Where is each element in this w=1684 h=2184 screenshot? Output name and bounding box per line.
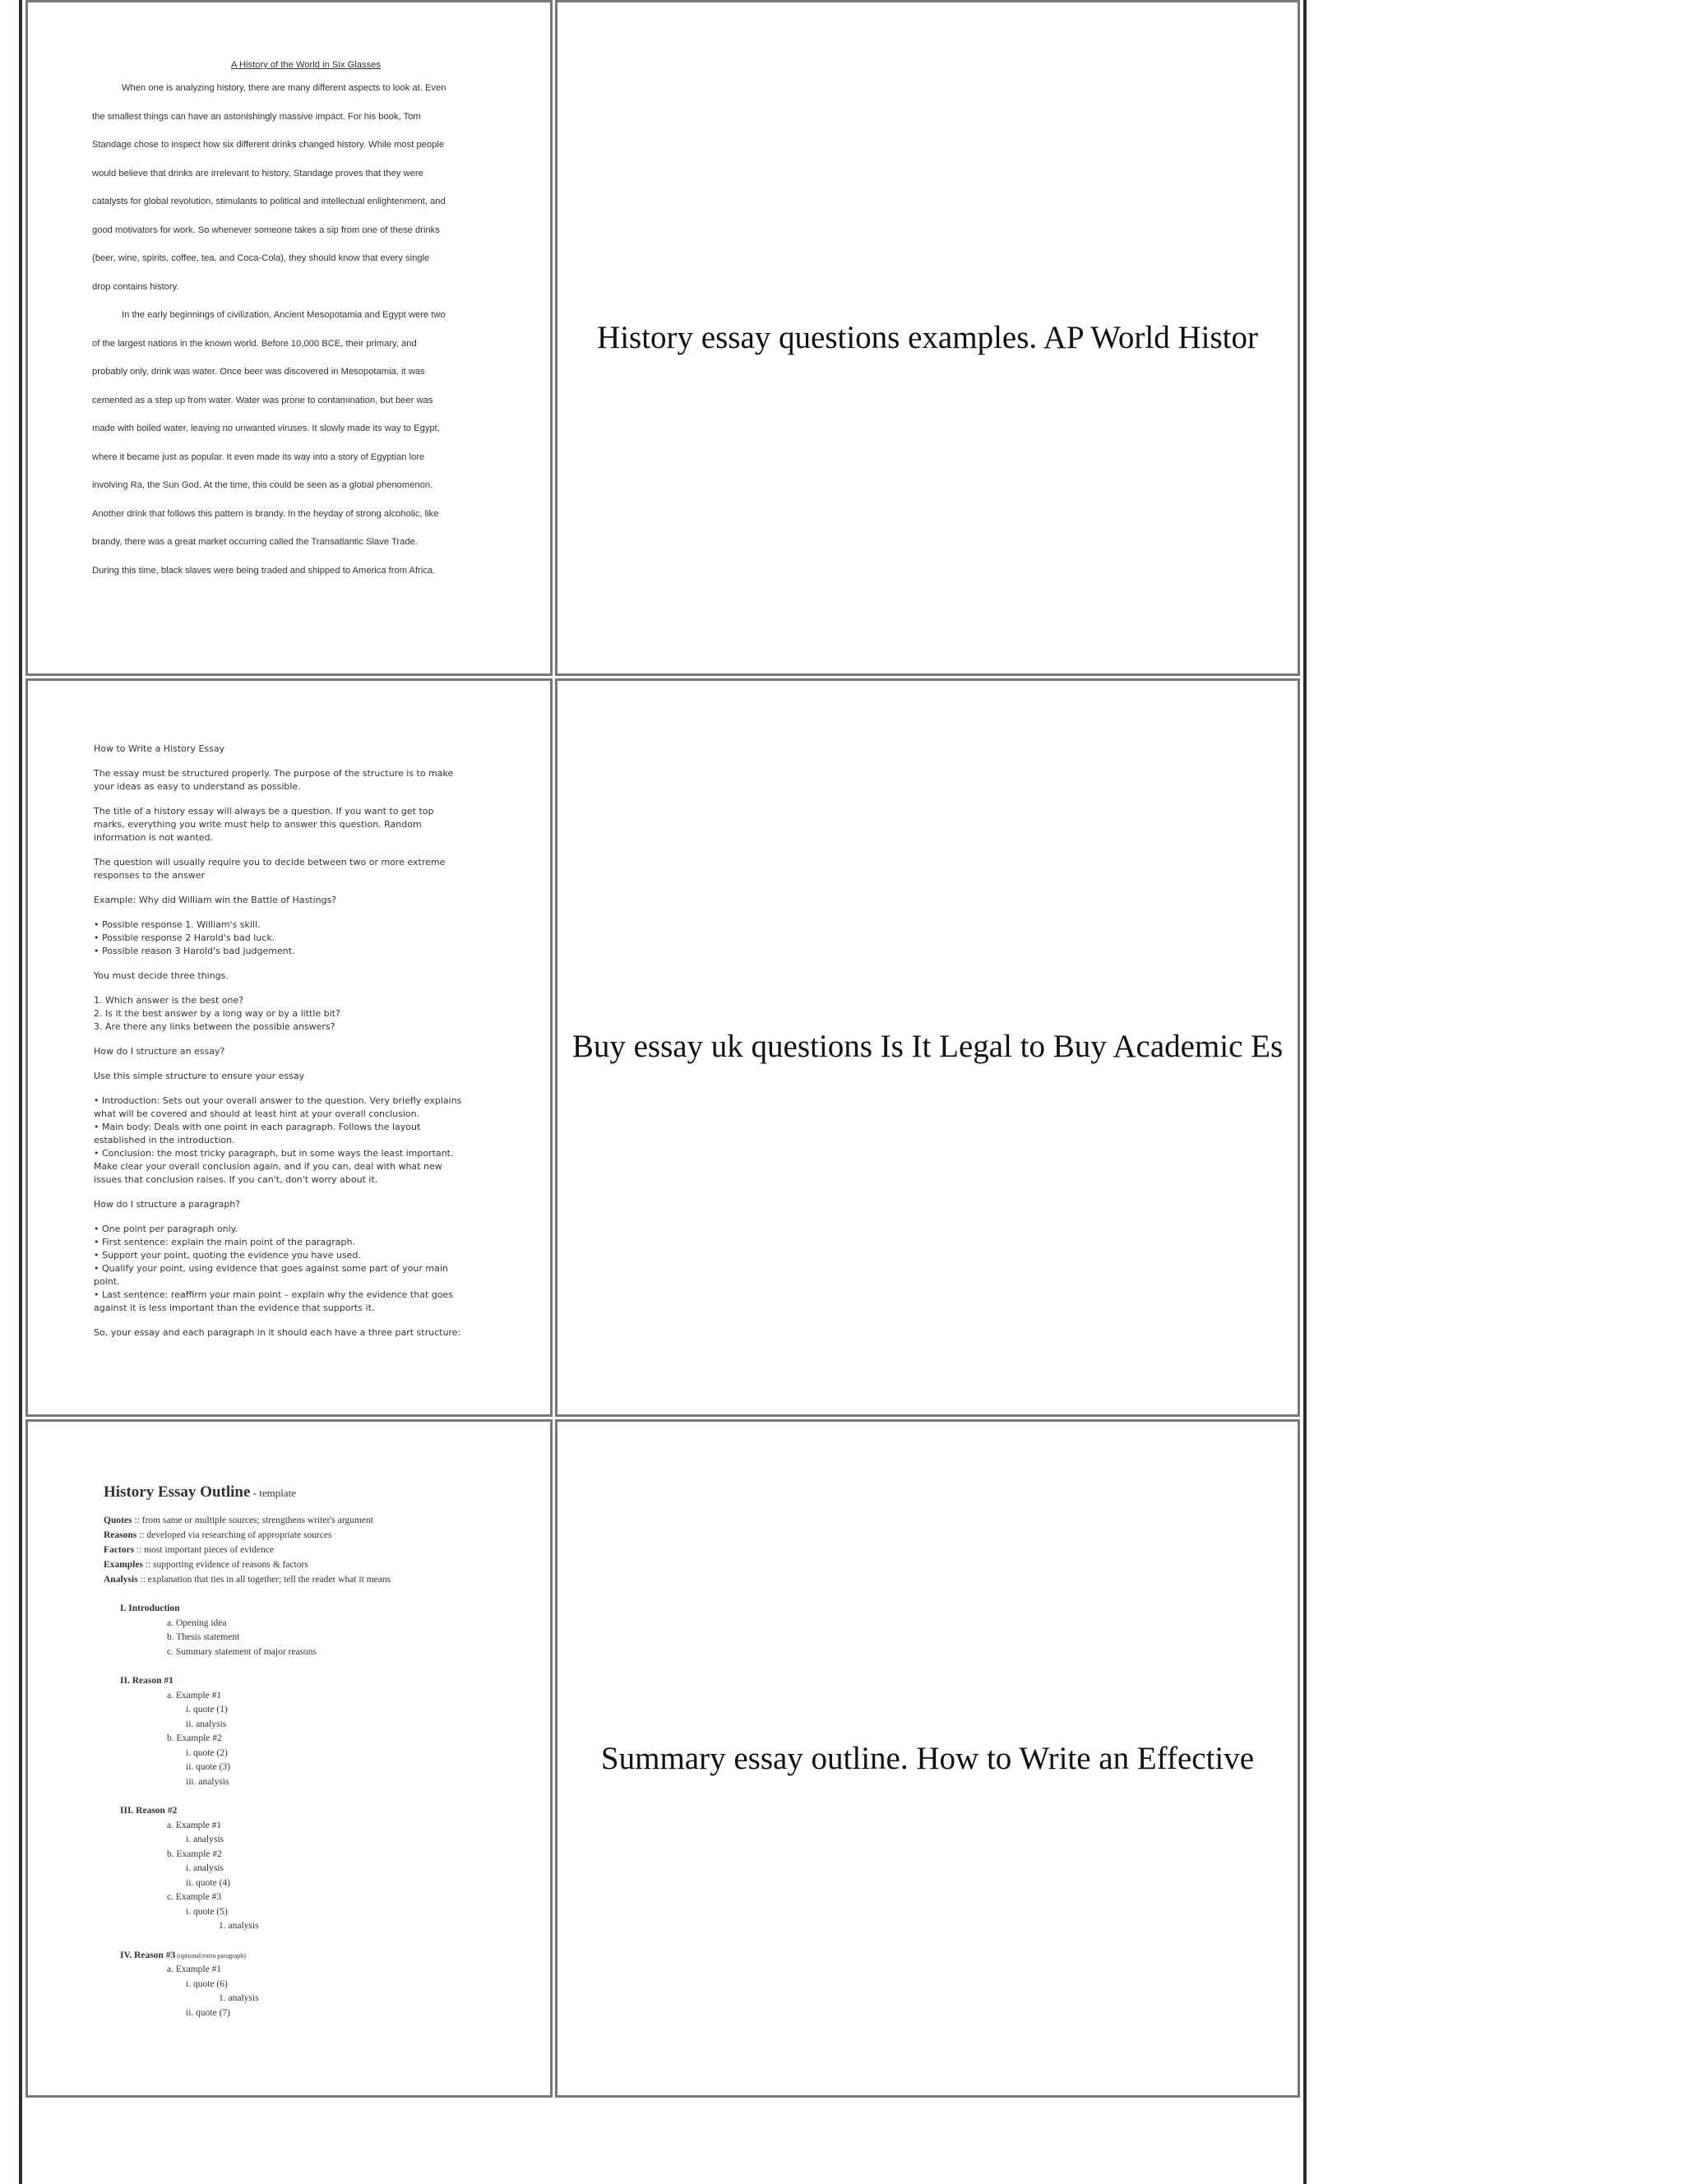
caption-text[interactable]: History essay questions examples. AP World Histor bbox=[597, 320, 1258, 355]
text-line: the smallest things can have an astonishingly massive impact. For his book, Tom bbox=[92, 111, 421, 122]
definition-row: Reasons :: developed via researching of appropriate sources bbox=[104, 1530, 332, 1540]
text-line: good motivators for work. So whenever someone takes a sip from one of these drinks bbox=[92, 224, 440, 235]
text-line: When one is analyzing history, there are many different aspects to look at. Even bbox=[122, 83, 446, 93]
outline-item: ii. quote (7) bbox=[186, 2007, 230, 2018]
essay-thumbnail-how-to-write bbox=[94, 743, 505, 1351]
text-line: probably only, drink was water. Once beer was discovered in Mesopotamia, it was bbox=[92, 367, 425, 377]
text-block: How to Write a History Essay bbox=[94, 743, 225, 754]
outline-definitions bbox=[104, 1513, 531, 1587]
outline-item: ii. quote (4) bbox=[186, 1877, 230, 1888]
text-line: would believe that drinks are irrelevant to history, Standage proves that they were bbox=[92, 168, 423, 178]
text-line: made with boiled water, leaving no unwanted viruses. It slowly made its way to Egypt, bbox=[92, 423, 440, 433]
outline-item: a. Example #1 bbox=[167, 1964, 222, 1974]
caption-text[interactable]: Summary essay outline. How to Write an Effective bbox=[600, 1741, 1255, 1776]
outline-item: i. quote (6) bbox=[186, 1978, 228, 1989]
caption-cell-1[interactable] bbox=[555, 0, 1300, 676]
outline-item: b. Example #2 bbox=[167, 1849, 222, 1859]
outline-title: History Essay Outline - template bbox=[104, 1483, 296, 1501]
text-block: Example: Why did William win the Battle of Hastings? bbox=[94, 895, 337, 905]
outline-item: i. quote (5) bbox=[186, 1906, 228, 1917]
text-block: The essay must be structured properly. The purpose of the structure is to make your ideas as easy to understand as possible. bbox=[94, 768, 454, 792]
outline-item: a. Example #1 bbox=[167, 1820, 222, 1830]
text-line: catalysts for global revolution, stimulants to political and intellectual enlightenment, and bbox=[92, 197, 446, 206]
text-line: involving Ra, the Sun God. At the time, this could be seen as a global phenomenon. bbox=[92, 480, 433, 490]
text-line: brandy, there was a great market occurring called the Transatlantic Slave Trade. bbox=[92, 537, 418, 547]
thumbnail-cell-2[interactable] bbox=[25, 678, 553, 1417]
text-block: You must decide three things. bbox=[94, 970, 229, 981]
text-block: How do I structure a paragraph? bbox=[94, 1199, 241, 1210]
text-block: 1. Which answer is the best one? 2. Is it the best answer by a long way or by a little bit? 3. Are there any links between the possible answers? bbox=[94, 995, 340, 1032]
text-block: How do I structure an essay? bbox=[94, 1046, 225, 1057]
text-block: • Introduction: Sets out your overall answer to the question. Very briefly explains what will be covered and should at least hint at your overall conclusion. • Main body: Deals with one point in each paragraph. Follows the layout established in the introduction. • Conclusion: the most tricky paragraph, but in some ways the least important. Make clear your overall conclusion again, and if you can, deal with what new issues that conclusion raises. If you can't, don't worry about it. bbox=[94, 1095, 462, 1185]
text-line: (beer, wine, spirits, coffee, tea, and Coca-Cola), they should know that every single bbox=[92, 253, 430, 263]
outline-item: ii. analysis bbox=[186, 1719, 227, 1729]
caption-text[interactable]: Buy essay uk questions Is It Legal to Buy Academic Es bbox=[571, 1029, 1284, 1064]
outline-item: i. analysis bbox=[186, 1863, 224, 1873]
outline-item: c. Summary statement of major reasons bbox=[167, 1646, 317, 1657]
outline-item: a. Example #1 bbox=[167, 1690, 222, 1700]
outline-item: iii. analysis bbox=[186, 1776, 229, 1787]
outline-item: i. quote (2) bbox=[186, 1747, 228, 1758]
thumbnail-cell-1[interactable] bbox=[25, 0, 553, 676]
outline-item: c. Example #3 bbox=[167, 1892, 222, 1902]
outline-item: IV. Reason #3 (optional/extra paragraph) bbox=[120, 1950, 246, 1960]
definition-row: Analysis :: explanation that ties in all together; tell the reader what it means bbox=[104, 1575, 391, 1585]
outline-item: i. analysis bbox=[186, 1835, 224, 1844]
outline-item: b. Thesis statement bbox=[167, 1632, 240, 1642]
definition-row: Factors :: most important pieces of evidence bbox=[104, 1545, 274, 1555]
text-block: • Possible response 1. William's skill. • Possible response 2 Harold's bad luck. • Possible reason 3 Harold's bad judgement. bbox=[94, 919, 295, 956]
outline-item: III. Reason #2 bbox=[120, 1806, 178, 1816]
text-block: Use this simple structure to ensure your essay bbox=[94, 1071, 305, 1081]
text-line: where it became just as popular. It even made its way into a story of Egyptian lore bbox=[92, 451, 425, 462]
text-line: cemented as a step up from water. Water was prone to contamination, but beer was bbox=[92, 395, 433, 405]
text-line: During this time, black slaves were being traded and shipped to America from Africa. bbox=[92, 565, 436, 576]
text-block: So, your essay and each paragraph in it should each have a three part structure: bbox=[94, 1327, 461, 1338]
outline-list bbox=[104, 1602, 531, 2020]
outline-item: 1. analysis bbox=[219, 1993, 259, 2003]
text-block: The question will usually require you to decide between two or more extreme responses to the answer bbox=[94, 857, 446, 881]
definition-row: Quotes :: from same or multiple sources; strengthens writer's argument bbox=[104, 1515, 373, 1525]
text-block: • One point per paragraph only. • First sentence: explain the main point of the paragraph. • Support your point, quoting the evidence you have used. • Qualify your point, using evidence that goes against some part of your main point. • Last sentence: reaffirm your main point – explain why the evidence that goes against it is less important than the evidence that supports it. bbox=[94, 1224, 453, 1313]
text-block: The title of a history essay will always be a question. If you want to get top marks, everything you write must help to answer this question. Random information is not wanted. bbox=[94, 806, 434, 843]
text-line: In the early beginnings of civilization, Ancient Mesopotamia and Egypt were two bbox=[122, 310, 446, 320]
thumbnail-text bbox=[92, 83, 520, 594]
outline-item: b. Example #2 bbox=[167, 1733, 222, 1743]
thumbnail-title: A History of the World in Six Glasses bbox=[231, 60, 381, 70]
essay-thumbnail-outline bbox=[104, 1483, 531, 2035]
caption-cell-2[interactable] bbox=[555, 678, 1300, 1417]
outline-item: i. quote (1) bbox=[186, 1705, 228, 1714]
text-line: drop contains history. bbox=[92, 281, 179, 292]
text-line: Standage chose to inspect how six different drinks changed history. While most people bbox=[92, 140, 445, 150]
outline-item: ii. quote (3) bbox=[186, 1762, 230, 1772]
outline-item: II. Reason #1 bbox=[120, 1676, 173, 1686]
definition-row: Examples :: supporting evidence of reasons & factors bbox=[104, 1560, 308, 1570]
caption-cell-3[interactable] bbox=[555, 1419, 1300, 2098]
outline-item: 1. analysis bbox=[219, 1921, 259, 1931]
thumbnail-cell-3[interactable] bbox=[25, 1419, 553, 2098]
essay-thumbnail-six-glasses bbox=[92, 60, 520, 594]
outline-item: a. Opening idea bbox=[167, 1617, 227, 1628]
text-line: of the largest nations in the known world. Before 10,000 BCE, their primary, and bbox=[92, 338, 417, 349]
outline-item: I. Introduction bbox=[120, 1603, 180, 1613]
text-line: Another drink that follows this pattern is brandy. In the heyday of strong alcoholic, like bbox=[92, 508, 439, 519]
